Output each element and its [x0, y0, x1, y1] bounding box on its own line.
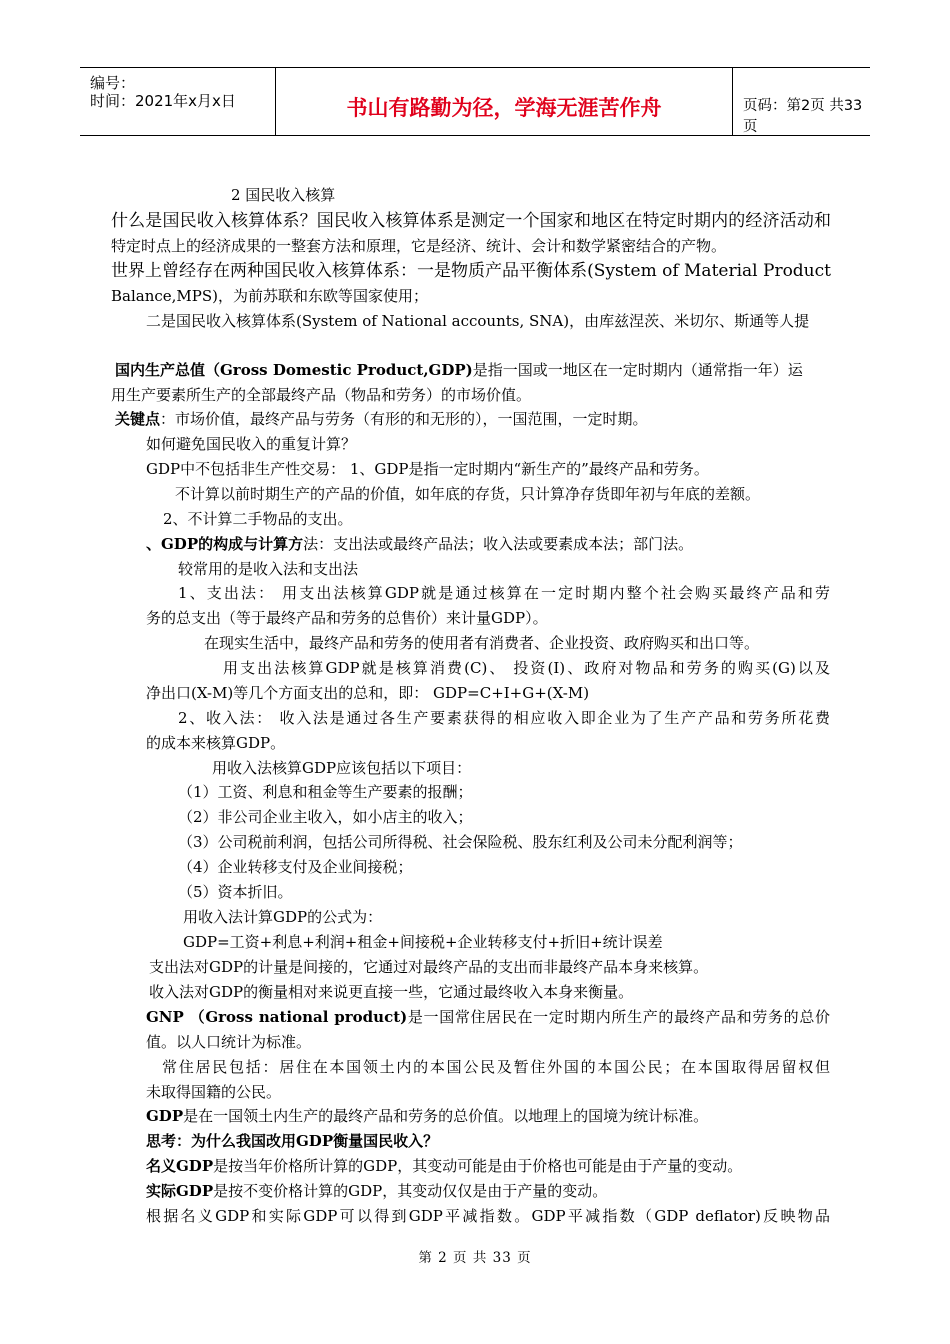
term-gdp: 国内生产总值（Gross Domestic Product,GDP)	[115, 361, 473, 379]
paragraph-line	[178, 707, 830, 729]
page-footer: 第 2 页 共 33 页	[418, 1250, 532, 1266]
text: 2、收入法： 收入法是通过各生产要素获得的相应收入即企业为了生产产品和劳务所花费	[178, 709, 830, 727]
header-motto: 书山有路勤为径，学海无涯苦作舟	[346, 96, 662, 120]
list-item: （4）企业转移支付及企业间接税；	[178, 858, 413, 876]
paragraph-line	[162, 1056, 830, 1078]
text: 法：支出法或最终产品法；收入法或要素成本法；部门法。	[303, 535, 694, 553]
header-motto-cell	[276, 68, 733, 135]
paragraph-line	[146, 533, 693, 555]
list-item: （3）公司税前利润，包括公司所得税、社会保险税、股东红利及公司未分配利润等；	[178, 833, 743, 851]
text: 用支出法核算GDP就是核算消费(C)、 投资(I)、政府对物品和劳务的购买(G)以及	[223, 659, 830, 677]
text: 是指一国或一地区在一定时期内（通常指一年）运	[472, 361, 803, 379]
paragraph-line	[115, 359, 831, 381]
term-nominal-gdp: 名义GDP	[146, 1157, 214, 1175]
paragraph-line: 用收入法核算GDP应该包括以下项目：	[212, 759, 472, 777]
paragraph-line	[146, 1006, 830, 1028]
paragraph-line: 较常用的是收入法和支出法	[178, 560, 359, 578]
paragraph-line: 支出法对GDP的计量是间接的，它通过对最终产品的支出而非最终产品本身来核算。	[149, 958, 709, 976]
paragraph-line	[146, 1180, 607, 1202]
paragraph-line: 二是国民收入核算体系(System of National accounts, SNA)，由库兹涅茨、米切尔、斯通等人提	[146, 312, 810, 330]
paragraph-line: 的成本来核算GDP。	[146, 734, 286, 752]
paragraph-line: 值。以人口统计为标准。	[146, 1033, 312, 1051]
page-header	[80, 67, 870, 136]
paragraph-line	[115, 408, 648, 430]
paragraph-line: 特定时点上的经济成果的一整套方法和原理，它是经济、统计、会计和数学紧密结合的产物。	[111, 237, 727, 255]
paragraph-line	[111, 210, 831, 232]
header-page-cell	[733, 68, 870, 135]
text: 是按当年价格所计算的GDP，其变动可能是由于价格也可能是由于产量的变动。	[213, 1157, 743, 1175]
term-gdp-composition: 、GDP的构成与计算方	[146, 535, 304, 553]
paragraph-line	[111, 260, 831, 282]
text: 什么是国民收入核算体系？国民收入核算体系是测定一个国家和地区在特定时期内的经济活动和	[111, 211, 831, 231]
paragraph-line: 收入法对GDP的衡量相对来说更直接一些，它通过最终收入本身来衡量。	[149, 983, 634, 1001]
paragraph-line: 如何避免国民收入的重复计算？	[146, 435, 357, 453]
text: 是在一国领土内生产的最终产品和劳务的总价值。以地理上的国境为统计标准。	[183, 1107, 709, 1125]
section-title: 2 国民收入核算	[231, 186, 336, 204]
thinking-question: 思考：为什么我国改用GDP衡量国民收入？	[146, 1132, 439, 1150]
paragraph-line: 净出口(X-M)等几个方面支出的总和，即： GDP=C+I+G+(X-M)	[146, 684, 590, 702]
paragraph-line: 用生产要素所生产的全部最终产品（物品和劳务）的市场价值。	[111, 386, 532, 404]
paragraph-line	[178, 582, 830, 604]
paragraph-line: 未取得国籍的公民。	[146, 1083, 282, 1101]
paragraph-line: Balance,MPS)，为前苏联和东欧等国家使用；	[111, 287, 428, 305]
text: 是一国常住居民在一定时期内所生产的最终产品和劳务的总价	[407, 1008, 830, 1026]
document-date-label: 时间：2021年x月x日	[90, 92, 236, 110]
term-gdp-short: GDP	[146, 1107, 184, 1125]
term-real-gdp: 实际GDP	[146, 1182, 214, 1200]
list-item: （5）资本折旧。	[178, 883, 293, 901]
text: ：市场价值，最终产品与劳务（有形的和无形的），一国范围，一定时期。	[160, 410, 648, 428]
text: 常住居民包括：居住在本国领土内的本国公民及暂住外国的本国公民；在本国取得居留权但	[162, 1058, 830, 1076]
term-key-points: 关键点	[115, 410, 161, 428]
document-number-label: 编号：	[90, 74, 136, 92]
text: 1、支出法： 用支出法核算GDP就是通过核算在一定时期内整个社会购买最终产品和劳	[178, 584, 830, 602]
list-item: （2）非公司企业主收入，如小店主的收入；	[178, 808, 473, 826]
formula-line: GDP=工资+利息+利润+租金+间接税+企业转移支付+折旧+统计误差	[183, 933, 663, 951]
text: 世界上曾经存在两种国民收入核算体系：一是物质产品平衡体系(System of Material Product	[111, 261, 831, 281]
paragraph-line: 用收入法计算GDP的公式为：	[183, 908, 383, 926]
paragraph-line: GDP中不包括非生产性交易： 1、GDP是指一定时期内“新生产的”最终产品和劳务。	[146, 460, 709, 478]
paragraph-line	[146, 1105, 708, 1127]
list-item: （1）工资、利息和租金等生产要素的报酬；	[178, 783, 473, 801]
paragraph-line	[146, 1205, 830, 1227]
text: 是按不变价格计算的GDP，其变动仅仅是由于产量的变动。	[213, 1182, 608, 1200]
paragraph-line	[146, 1155, 742, 1177]
paragraph-line: 在现实生活中，最终产品和劳务的使用者有消费者、企业投资、政府购买和出口等。	[204, 634, 760, 652]
paragraph-line: 务的总支出（等于最终产品和劳务的总售价）来计量GDP）。	[146, 609, 548, 627]
header-page-number: 页码：第2页 共33页	[743, 98, 863, 135]
paragraph-line: 不计算以前时期生产的产品的价值，如年底的存货，只计算净存货即年初与年底的差额。	[175, 485, 761, 503]
paragraph-line: 2、不计算二手物品的支出。	[163, 510, 353, 528]
header-info-cell	[80, 68, 276, 135]
term-gnp: GNP （Gross national product)	[146, 1008, 408, 1026]
paragraph-line	[223, 657, 830, 679]
text: 根据名义GDP和实际GDP可以得到GDP平减指数。GDP平减指数（GDP deflator)反映物品	[146, 1207, 830, 1225]
